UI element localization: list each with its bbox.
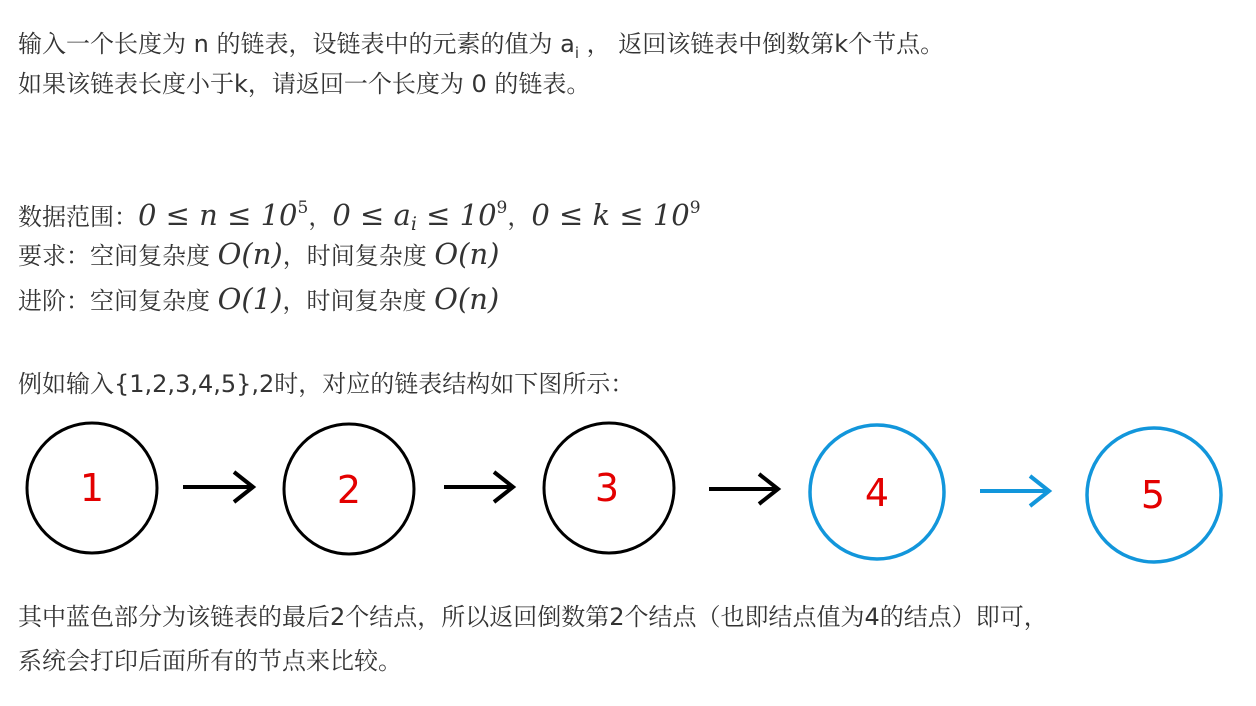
intro-line-1-text: 输入一个长度为 n 的链表，设链表中的元素的值为 a (18, 30, 575, 58)
range-sep-1: ， (308, 203, 333, 231)
node-4-label: 4 (864, 471, 890, 515)
example-text: 例如输入{1,2,3,4,5},2时，对应的链表结构如下图所示： (18, 370, 635, 398)
advanced-mid: ，时间复杂度 (282, 287, 435, 315)
range-a-subscript: i (410, 213, 417, 235)
arrow-4 (980, 476, 1049, 506)
advanced-line (18, 283, 499, 317)
intro-line-2: 如果该链表长度小于k，请返回一个长度为 0 的链表。 (18, 70, 591, 98)
range-n (138, 198, 308, 232)
range-sep-2: ， (507, 203, 532, 231)
advanced-space: O(1) (217, 282, 283, 316)
range-a-expr: 0 ≤ a (332, 198, 411, 232)
range-n-exp: 5 (297, 198, 309, 218)
range-a-exp: 9 (496, 198, 508, 218)
requirement-label: 要求：空间复杂度 (18, 242, 218, 270)
advanced-time: O(n) (434, 282, 500, 316)
node-5-label: 5 (1140, 473, 1166, 517)
advanced-label: 进阶：空间复杂度 (18, 287, 218, 315)
node-1 (27, 423, 157, 553)
requirement-space: O(n) (217, 237, 283, 271)
linked-list-diagram (0, 420, 1256, 570)
requirement-mid: ，时间复杂度 (282, 242, 435, 270)
node-3-label: 3 (594, 466, 620, 510)
node-2 (284, 424, 414, 554)
node-5 (1087, 428, 1221, 562)
range-k-expr: 0 ≤ k ≤ 10 (531, 198, 690, 232)
intro-line-1 (18, 28, 944, 69)
range-a (332, 198, 508, 235)
node-4 (810, 425, 944, 559)
node-3 (544, 423, 674, 553)
range-label: 数据范围： (18, 203, 138, 231)
explanation-line-2: 系统会打印后面所有的节点来比较。 (18, 647, 402, 675)
explanation-line-1: 其中蓝色部分为该链表的最后2个结点，所以返回倒数第2个结点（也即结点值为4的结点）即可， (18, 603, 1048, 631)
range-k-exp: 9 (689, 198, 701, 218)
requirement-line (18, 238, 499, 272)
arrow-3 (709, 474, 778, 504)
requirement-time: O(n) (434, 237, 500, 271)
arrow-2 (444, 472, 513, 502)
arrow-1 (183, 472, 253, 502)
range-line (18, 192, 701, 240)
range-k (531, 198, 700, 232)
node-1-label: 1 (79, 466, 105, 510)
node-2-label: 2 (336, 468, 362, 512)
intro-line-1-tail: ， 返回该链表中倒数第k个节点。 (578, 30, 945, 58)
intro-line-1-subscript: i (574, 44, 579, 62)
range-a-tail: ≤ 10 (416, 198, 497, 232)
range-n-expr: 0 ≤ n ≤ 10 (138, 198, 298, 232)
